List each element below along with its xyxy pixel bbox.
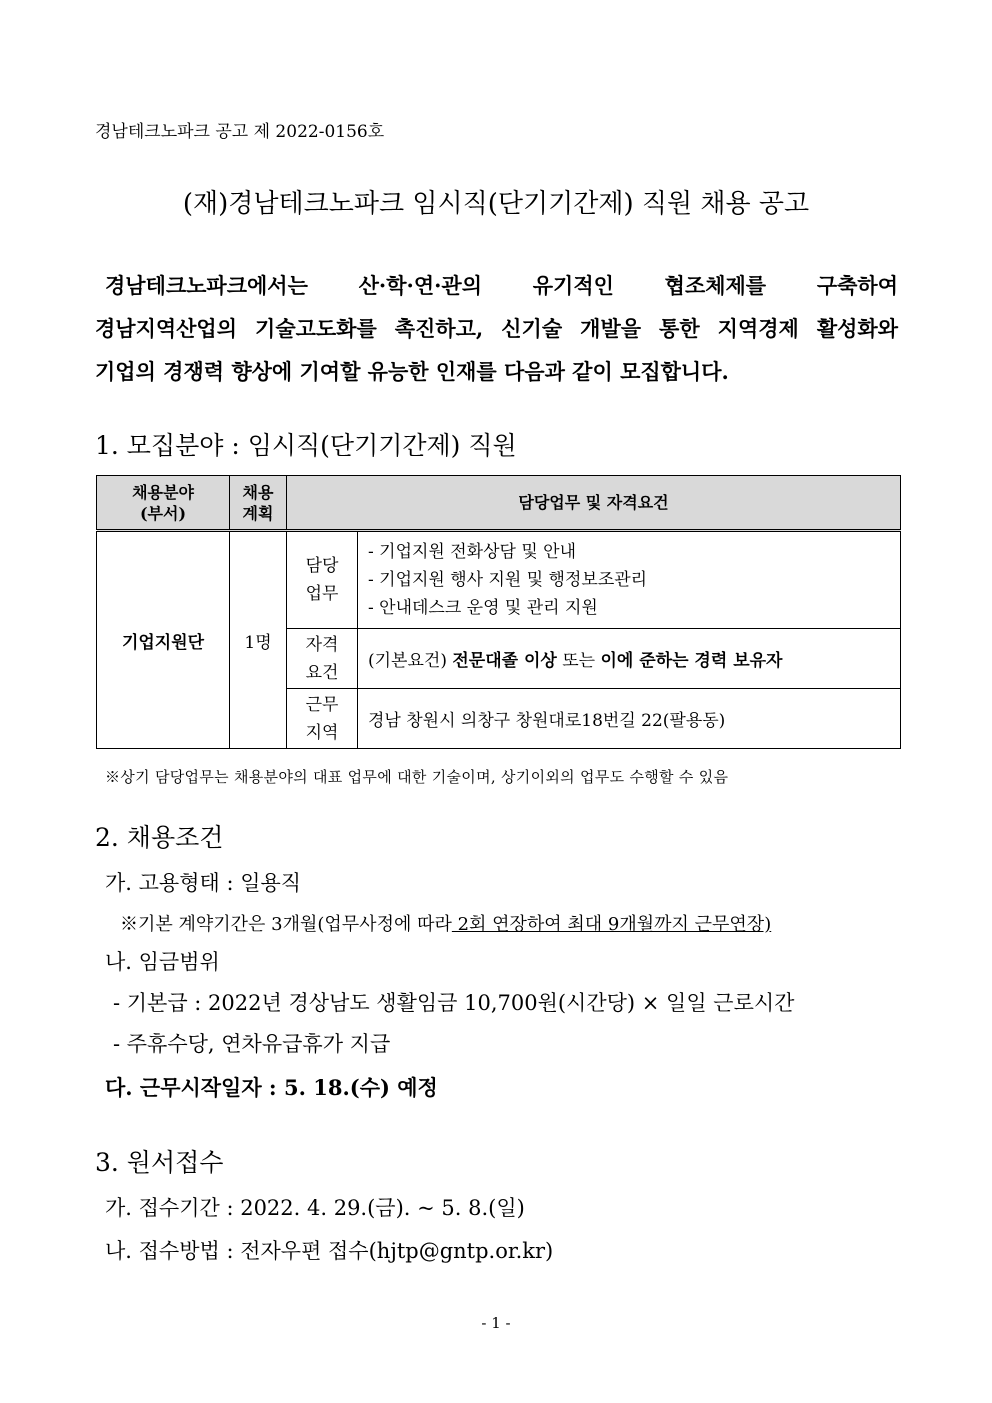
contract-note-b: 2회 연장하여 최대 9개월까지 근무연장) <box>451 914 772 935</box>
duty-item: - 안내데스크 운영 및 관리 지원 <box>368 598 598 618</box>
intro-line-3: 기업의 경쟁력 향상에 기여할 유능한 인재를 다음과 같이 모집합니다. <box>95 359 729 384</box>
notice-number: 경남테크노파크 공고 제 2022-0156호 <box>95 122 385 142</box>
dept-cell: 기업지원단 <box>97 531 230 749</box>
req-part-2: 이에 준하는 경력 보유자 <box>600 651 783 671</box>
requirements-cell <box>358 629 901 689</box>
req-mid: 또는 <box>562 651 596 671</box>
count-cell: 1명 <box>230 531 287 749</box>
intro-line-1: 경남테크노파크에서는 산·학·연·관의 유기적인 협조체제를 구축하여 <box>105 273 898 298</box>
wage-allowances: - 주휴수당, 연차유급휴가 지급 <box>113 1032 391 1056</box>
recruitment-table <box>96 475 901 749</box>
page-number: - 1 - <box>481 1314 511 1332</box>
application-period: 가. 접수기간 : 2022. 4. 29.(금). ~ 5. 8.(일) <box>105 1196 525 1220</box>
employment-type: 가. 고용형태 : 일용직 <box>105 871 302 895</box>
location-cell: 경남 창원시 의창구 창원대로18번길 22(팔용동) <box>358 689 901 749</box>
duty-item: - 기업지원 행사 지원 및 행정보조관리 <box>368 570 648 590</box>
table-note: ※상기 담당업무는 채용분야의 대표 업무에 대한 기술이며, 상기이외의 업무도 수행할 수 있음 <box>105 768 729 786</box>
section-2-heading: 2. 채용조건 <box>95 823 224 852</box>
duties-label: 담당 업무 <box>287 531 358 629</box>
application-method: 나. 접수방법 : 전자우편 접수(hjtp@gntp.or.kr) <box>105 1239 554 1263</box>
duty-item: - 기업지원 전화상담 및 안내 <box>368 542 577 562</box>
req-part-1: 전문대졸 이상 <box>452 651 557 671</box>
contract-note <box>120 910 771 936</box>
header-duties-requirements: 담당업무 및 자격요건 <box>287 476 901 531</box>
section-1-heading: 1. 모집분야 : 임시직(단기기간제) 직원 <box>95 431 517 460</box>
wage-base: - 기본급 : 2022년 경상남도 생활임금 10,700원(시간당) × 일일 근로시간 <box>113 991 795 1015</box>
header-field: 채용분야 (부서) <box>97 476 230 531</box>
contract-note-a: ※기본 계약기간은 3개월(업무사정에 따라 <box>120 914 452 935</box>
location-label: 근무 지역 <box>287 689 358 749</box>
duties-cell <box>358 531 901 629</box>
intro-line-2: 경남지역산업의 기술고도화를 촉진하고, 신기술 개발을 통한 지역경제 활성화와 <box>95 316 898 341</box>
start-date: 다. 근무시작일자 : 5. 18.(수) 예정 <box>105 1075 438 1100</box>
section-3-heading: 3. 원서접수 <box>95 1148 224 1177</box>
table-header-row <box>97 476 901 531</box>
requirements-label: 자격 요건 <box>287 629 358 689</box>
header-plan: 채용 계획 <box>230 476 287 531</box>
document-title: (재)경남테크노파크 임시직(단기기간제) 직원 채용 공고 <box>182 189 810 219</box>
req-prefix: (기본요건) <box>368 651 447 671</box>
wage-range-heading: 나. 임금범위 <box>105 950 220 974</box>
table-row-duties <box>97 531 901 629</box>
